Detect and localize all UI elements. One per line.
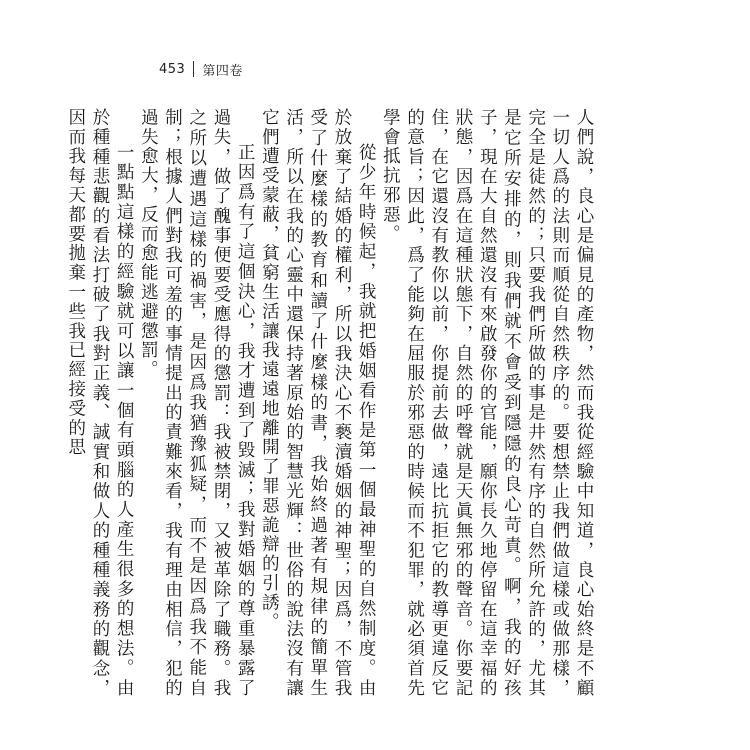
paragraph-4: 一點點這樣的經驗就可以讓一個有頭腦的人產生很多的想法。由於種種悲觀的看法打破了我對正義、誠實和做人的種種義務的觀念，因而我每天都要拋棄一些我已經接受的思 [65,108,135,698]
volume-title: 第四卷 [202,63,243,79]
page-header [159,58,243,80]
paragraph-1: 人們說，良心是偏見的產物，然而我從經驗中知道，良心始終是不顧一切人爲的法則而順從自然秩序的。要想禁止我們做這樣或做那樣，完全是徒然的；只要我們所做的事是井然有序的自然所允許的，尤其是它所安排的，則我們就不會受到隱隱的良心苛責。啊，我的好孩子，現在大自然還沒有來啟發你的官能，願你長久地停留在這幸福的狀態，因爲在這種狀態下，自然的呼聲就是天眞無邪的聲音。你要記住，在它還沒有教你以前，你提前去做，遠比抗拒它的教導更違反它的意旨；因此，爲了能夠在屈服於邪惡的時候而不犯罪，就必須首先學會抵抗邪惡。 [380,108,594,698]
paragraph-3: 正因爲有了這個決心，我才遭到了毀滅；我對婚姻的尊重暴露了過失，做了醜事便要受應得的懲罰：我被禁閉，又被革除了職務。我之所以遭遇這樣的禍害，是因爲我猶豫狐疑，而不是因爲我不能自制；根據人們對我可羞的事情提出的責難來看，我有理由相信，犯的過失愈大，反而愈能逃避懲罰。 [138,108,256,698]
body-text [65,108,596,698]
header-divider [193,61,194,77]
paragraph-2: 從少年時候起，我就把婚姻看作是第一個最神聖的自然制度。由於放棄了結婚的權利，所以我決心不褻瀆婚姻的神聖；因爲，不管我受了什麼樣的教育和讀了什麼樣的書，我始終過著有規律的簡單生活，所以在我的心靈中還保持著原始的智慧光輝：世俗的說法沒有讓它們遭受蒙蔽，貧窮生活讓我遠遠地離開了罪惡詭辯的引誘。 [259,108,377,698]
page-number: 453 [159,61,186,77]
